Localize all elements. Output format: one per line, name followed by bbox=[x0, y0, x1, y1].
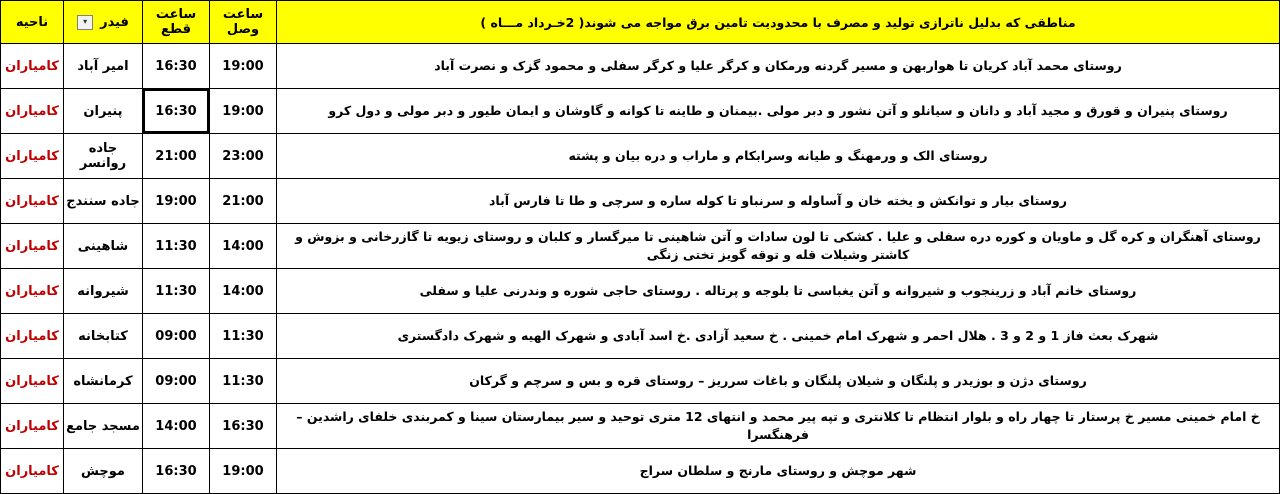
cell-on-time: 11:30 bbox=[210, 359, 277, 404]
table-header-row bbox=[1, 1, 1280, 44]
cell-feeder: امیر آباد bbox=[64, 44, 143, 89]
table-header bbox=[1, 1, 1280, 44]
cell-feeder: جاده روانسر bbox=[64, 134, 143, 179]
table-row bbox=[1, 89, 1280, 134]
table-row bbox=[1, 404, 1280, 449]
cell-area: کامیاران bbox=[1, 179, 64, 224]
cell-description: روستای خانم آباد و زرینجوب و شیروانه و آتن یغباسی تا بلوجه و پرتاله . روستای حاجی شوره و وندرنی علیا و سفلی bbox=[277, 269, 1280, 314]
cell-off-time: 16:30 bbox=[143, 89, 210, 134]
cell-feeder: شاهینی bbox=[64, 224, 143, 269]
column-header-off-time: ساعت قطع bbox=[143, 1, 210, 44]
cell-off-time: 11:30 bbox=[143, 224, 210, 269]
cell-off-time: 11:30 bbox=[143, 269, 210, 314]
cell-feeder: پنیران bbox=[64, 89, 143, 134]
cell-description: خ امام خمینی مسیر خ پرستار تا چهار راه و بلوار انتظام تا کلانتری و تپه پیر محمد و انتهای 12 متری توحید و سیر بیمارستان سینا و کمربندی خلفای راشدین – فرهنگسرا bbox=[277, 404, 1280, 449]
cell-description: روستای دژن و بوزیدر و پلنگان و شیلان پلنگان و باغات سرریز – روستای قره و بس و سرچم و گرکان bbox=[277, 359, 1280, 404]
cell-area: کامیاران bbox=[1, 269, 64, 314]
table-row bbox=[1, 269, 1280, 314]
cell-description: روستای محمد آباد کریان تا هواربهن و مسیر گردنه ورمکان و کرگر علیا و کرگر سفلی و محمود گزک و نصرت آباد bbox=[277, 44, 1280, 89]
cell-on-time: 11:30 bbox=[210, 314, 277, 359]
column-header-area: ناحیه bbox=[1, 1, 64, 44]
column-header-feeder-label: فیدر bbox=[100, 14, 129, 30]
cell-on-time: 19:00 bbox=[210, 44, 277, 89]
cell-description: روستای پنیران و قورق و مجید آباد و دانان و سیانلو و آتن نشور و دبر مولی .بیمنان و طاینه تا کوانه و گاوشان و ایمان طیور و دبر مولی و دول کرو bbox=[277, 89, 1280, 134]
filter-icon[interactable]: ▾ bbox=[77, 15, 93, 30]
table-row bbox=[1, 134, 1280, 179]
cell-off-time: 16:30 bbox=[143, 44, 210, 89]
cell-area: کامیاران bbox=[1, 89, 64, 134]
cell-area: کامیاران bbox=[1, 224, 64, 269]
cell-on-time: 14:00 bbox=[210, 269, 277, 314]
table-row bbox=[1, 224, 1280, 269]
cell-description: روستای بیار و توانکش و یخته خان و آساوله و سرنباو تا کوله ساره و سرچی و طا تا فارس آباد bbox=[277, 179, 1280, 224]
cell-on-time: 23:00 bbox=[210, 134, 277, 179]
cell-off-time: 19:00 bbox=[143, 179, 210, 224]
cell-feeder: جاده سنندج bbox=[64, 179, 143, 224]
column-header-description: مناطقی که بدلیل ناترازی تولید و مصرف با محدودیت تامین برق مواجه می شوند( 2خـرداد مـــاه ) bbox=[277, 1, 1280, 44]
cell-feeder: کرمانشاه bbox=[64, 359, 143, 404]
cell-area: کامیاران bbox=[1, 134, 64, 179]
cell-off-time: 21:00 bbox=[143, 134, 210, 179]
cell-area: کامیاران bbox=[1, 44, 64, 89]
cell-on-time: 21:00 bbox=[210, 179, 277, 224]
cell-off-time: 09:00 bbox=[143, 314, 210, 359]
cell-area: کامیاران bbox=[1, 359, 64, 404]
table-row bbox=[1, 179, 1280, 224]
table-row bbox=[1, 44, 1280, 89]
cell-on-time: 19:00 bbox=[210, 89, 277, 134]
cell-description: روستای الک و ورمهنگ و طیانه وسرابکام و ماراب و دره بیان و پشته bbox=[277, 134, 1280, 179]
cell-off-time: 16:30 bbox=[143, 449, 210, 494]
table-body bbox=[1, 44, 1280, 494]
cell-description: روستای آهنگران و کره گل و ماویان و کوره دره سفلی و علیا . کشکی تا لون سادات و آتن شاهینی تا میرگسار و کلبان و روستای زیویه تا گازرخانی و بزوش و کاشتر وشیلات قله و توقه گویز تختی زنگی bbox=[277, 224, 1280, 269]
cell-feeder: مسجد جامع bbox=[64, 404, 143, 449]
table-row bbox=[1, 359, 1280, 404]
cell-feeder: موچش bbox=[64, 449, 143, 494]
cell-description: شهرک بعث فاز 1 و 2 و 3 . هلال احمر و شهرک امام خمینی . خ سعید آزادی .خ اسد آبادی و شهرک الهیه و شهرک دادگستری bbox=[277, 314, 1280, 359]
cell-area: کامیاران bbox=[1, 449, 64, 494]
cell-on-time: 19:00 bbox=[210, 449, 277, 494]
cell-feeder: کتابخانه bbox=[64, 314, 143, 359]
cell-area: کامیاران bbox=[1, 404, 64, 449]
cell-area: کامیاران bbox=[1, 314, 64, 359]
cell-off-time: 14:00 bbox=[143, 404, 210, 449]
table-row bbox=[1, 449, 1280, 494]
cell-on-time: 16:30 bbox=[210, 404, 277, 449]
table-row bbox=[1, 314, 1280, 359]
cell-feeder: شیروانه bbox=[64, 269, 143, 314]
cell-off-time: 09:00 bbox=[143, 359, 210, 404]
cell-description: شهر موچش و روستای مارنج و سلطان سراج bbox=[277, 449, 1280, 494]
column-header-feeder bbox=[64, 1, 143, 44]
cell-on-time: 14:00 bbox=[210, 224, 277, 269]
column-header-on-time: ساعت وصل bbox=[210, 1, 277, 44]
